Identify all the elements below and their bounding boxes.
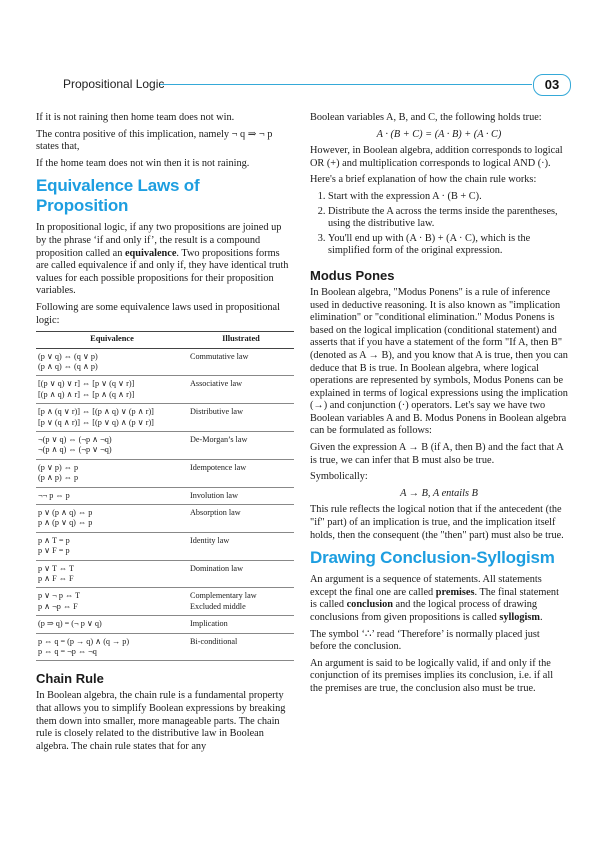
law-name: Implication xyxy=(190,619,228,629)
equivalence-text-b: . Two propositions forms are called equivalence if and only if, they have identical truth values for each possible propositions for their proposition variables. xyxy=(36,247,289,297)
table-row xyxy=(36,532,294,560)
table-row xyxy=(36,348,294,376)
law-name: Bi-conditional xyxy=(190,636,238,646)
law-cell xyxy=(188,633,294,661)
law-name: Commutative law xyxy=(190,351,249,361)
modus-ponens-paragraph-4: This rule reflects the logical notion that if the antecedent (the "if" part) of an implication is true, and the implication itself holds, then the consequent (the "then" part) must also be true. xyxy=(310,504,564,541)
law-name: De-Morgan’s law xyxy=(190,434,248,444)
intro-line-3: If the home team does not win then it is not raining. xyxy=(36,157,250,169)
premises-term: premises xyxy=(435,586,475,598)
equivalence-paragraph xyxy=(36,222,294,298)
table-row xyxy=(36,404,294,432)
law-cell xyxy=(188,376,294,404)
equivalence-expression: [(p ∨ q) ∨ r] ⇔ [p ∨ (q ∨ r)] xyxy=(38,379,135,389)
table-row xyxy=(36,560,294,588)
syllogism-heading: Drawing Conclusion-Syllogism xyxy=(310,548,555,568)
equivalence-expression: [p ∧ (q ∨ r)] ⇔ [(p ∧ q) ∨ (p ∧ r)] xyxy=(38,407,154,417)
equivalence-bold-term: equivalence xyxy=(124,247,177,259)
step-item: 1. Start with the expression A · (B + C). xyxy=(328,191,568,204)
equivalence-expression: [(p ∧ q) ∧ r] ⇔ [p ∧ (q ∧ r)] xyxy=(38,389,135,399)
law-cell xyxy=(188,487,294,504)
law-name: Idempotence law xyxy=(190,462,247,472)
right-column xyxy=(310,112,568,700)
intro-line-2: The contra positive of this implication, namely ¬ q ⇒ ¬ p states that, xyxy=(36,128,273,153)
header-rule xyxy=(160,84,532,85)
table-row xyxy=(36,588,294,616)
equivalence-table xyxy=(36,331,294,661)
table-row xyxy=(36,376,294,404)
modus-ponens-heading: Modus Pones xyxy=(310,267,395,283)
law-cell xyxy=(188,404,294,432)
equivalence-expression: [p ∨ (q ∧ r)] ⇔ [(p ∨ q) ∧ (p ∨ r)] xyxy=(38,417,154,427)
equivalence-expression: p ∨ F = p xyxy=(38,546,70,556)
equivalence-expression: ¬¬ p ⇔ p xyxy=(38,490,70,500)
law-cell xyxy=(188,505,294,533)
equivalence-cell xyxy=(36,633,188,661)
syllogism-text-e: . xyxy=(539,612,543,623)
equivalence-expression: ¬(p ∨ q) ⇔ (¬p ∧ ¬q) xyxy=(38,434,112,444)
law-cell xyxy=(188,459,294,487)
modus-ponens-paragraph-3: Symbolically: xyxy=(310,471,368,483)
equivalence-text-a: In propositional logic, if any two propositions are joined up by the phrase ‘if and only if’, the result is a compound proposition called an xyxy=(36,222,282,259)
equivalence-expression: ¬(p ∧ q) ⇔ (¬p ∨ ¬q) xyxy=(38,445,112,455)
table-row xyxy=(36,616,294,633)
equivalence-expression: p ∨ (p ∧ q) ⇔ p xyxy=(38,508,93,517)
equivalence-cell xyxy=(36,376,188,404)
modus-ponens-formula: A → B, A entails B xyxy=(400,487,478,499)
equivalence-expression: (p ∧ q) ⇔ (q ∧ p) xyxy=(38,361,98,371)
left-column xyxy=(36,112,294,757)
table-header-illustrated: Illustrated xyxy=(188,332,294,348)
table-row xyxy=(36,431,294,459)
law-cell xyxy=(188,348,294,376)
chain-rule-steps xyxy=(310,191,568,258)
modus-ponens-paragraph-2: Given the expression A → B (if A, then B) and the fact that A is true, we can infer that B must also be true. xyxy=(310,442,564,466)
equivalence-expression: (p ∨ p) ⇔ p xyxy=(38,462,79,472)
table-row xyxy=(36,487,294,504)
law-name: Excluded middle xyxy=(190,601,246,611)
equivalence-cell xyxy=(36,459,188,487)
syllogism-text-d: and the logical process of drawing conclusions from given propositions is called xyxy=(310,599,538,623)
law-cell xyxy=(188,560,294,588)
syllogism-paragraph-2: The symbol ‘∴’ read ‘Therefore’ is normally placed just before the conclusion. xyxy=(310,628,540,653)
equivalence-cell xyxy=(36,616,188,633)
table-row xyxy=(36,459,294,487)
equivalence-intro-paragraph: Following are some equivalence laws used in propositional logic: xyxy=(36,301,280,326)
equivalence-expression: p ∨ T ⇔ T xyxy=(38,563,75,573)
conclusion-term: conclusion xyxy=(346,599,393,611)
equivalence-cell xyxy=(36,505,188,533)
equivalence-cell xyxy=(36,487,188,504)
page-header xyxy=(0,0,600,100)
equivalence-expression: (p ∧ p) ⇔ p xyxy=(38,473,79,483)
equivalence-expression: p ∨ ¬ p ⇔ T xyxy=(38,591,81,601)
chain-rule-continued: Boolean variables A, B, and C, the following holds true: xyxy=(310,112,542,123)
equivalence-expression: (p ∨ q) ⇔ (q ∨ p) xyxy=(38,351,98,361)
law-name: Identity law xyxy=(190,535,230,545)
law-cell xyxy=(188,616,294,633)
step-item: 2. Distribute the A across the terms inside the parentheses, using the distributive law. xyxy=(328,206,568,231)
equivalence-expression: p ⇔ q = (p → q) ∧ (q → p) xyxy=(38,636,130,646)
syllogism-term: syllogism xyxy=(499,612,540,623)
table-row xyxy=(36,633,294,661)
equivalence-cell xyxy=(36,560,188,588)
syllogism-text-c: . The final statement is called xyxy=(310,586,559,611)
equivalence-expression: p ∧ T = p xyxy=(38,535,70,545)
running-title: Propositional Logic xyxy=(63,77,165,91)
law-cell xyxy=(188,532,294,560)
equivalence-heading: Equivalence Laws of Proposition xyxy=(36,176,200,216)
equivalence-cell xyxy=(36,532,188,560)
law-name: Complementary law xyxy=(190,591,257,601)
step-item: 3. You'll end up with (A · B) + (A · C), which is the simplified form of the original expression. xyxy=(328,233,568,258)
equivalence-cell xyxy=(36,588,188,616)
law-name: Absorption law xyxy=(190,508,241,517)
syllogism-paragraph-1 xyxy=(310,574,568,624)
equivalence-cell xyxy=(36,404,188,432)
equivalence-expression: p ⇔ q = ¬p ⇔ ¬q xyxy=(38,647,97,657)
law-name: Domination law xyxy=(190,563,243,573)
chain-rule-paragraph-3: Here's a brief explanation of how the chain rule works: xyxy=(310,174,537,186)
law-cell xyxy=(188,431,294,459)
syllogism-text-a: An argument is a sequence of statements. All statements except the final one are called xyxy=(310,574,542,598)
chain-rule-paragraph-2: However, in Boolean algebra, addition corresponds to logical OR (+) and multiplication corresponds to logical AND (·). xyxy=(310,145,563,169)
table-row xyxy=(36,505,294,533)
equivalence-cell xyxy=(36,431,188,459)
chain-rule-paragraph: In Boolean algebra, the chain rule is a fundamental property that allows you to simplify Boolean expressions by breaking them down into smaller, more manageable parts. The chain rule is closely related to the distributive law in Boolean algebra. The chain rule states that for any xyxy=(36,690,286,752)
law-name: Involution law xyxy=(190,490,238,500)
equivalence-expression: p ∧ (p ∨ q) ⇔ p xyxy=(38,518,93,528)
page-number-badge: 03 xyxy=(533,74,571,96)
law-name: Distributive law xyxy=(190,407,243,417)
intro-line-1: If it is not raining then home team does not win. xyxy=(36,112,235,123)
table-header-equivalence: Equivalence xyxy=(36,332,188,348)
equivalence-expression: p ∧ ¬p ⇔ F xyxy=(38,601,78,611)
chain-rule-heading: Chain Rule xyxy=(36,671,104,687)
equivalence-expression: p ∧ F ⇔ F xyxy=(38,574,74,584)
law-cell xyxy=(188,588,294,616)
law-name: Associative law xyxy=(190,379,243,389)
equivalence-table-body xyxy=(36,348,294,661)
modus-ponens-paragraph-1: In Boolean algebra, "Modus Ponens" is a rule of inference used in deductive reasoning. It is also known as "implication elimination" or "conditional elimination." Modus Ponens is based on the logical implication (conditional statement) and asserts that if you have a statement of the form "If A, then B" (denoted as A → B), and you know that A is true, then you can deduce that B is true. In Boolean algebra, where logical operations are represented by symbols, Modus Ponens can be explained in terms of logical expressions using the implication (→) and conjunction (·) operators. Let's say we have two Boolean variables A and B. Modus Ponens in Boolean algebra can be formulated as follows: xyxy=(310,286,568,437)
syllogism-paragraph-3: An argument is said to be logically valid, if and only if the conjunction of its premises implies its conclusion, i.e. if all the premises are true, the conclusion also must be true. xyxy=(310,657,554,694)
chain-rule-formula: A · (B + C) = (A · B) + (A · C) xyxy=(376,128,502,140)
equivalence-cell xyxy=(36,348,188,376)
equivalence-expression: (p ⇒ q) = (¬ p ∨ q) xyxy=(38,619,102,629)
